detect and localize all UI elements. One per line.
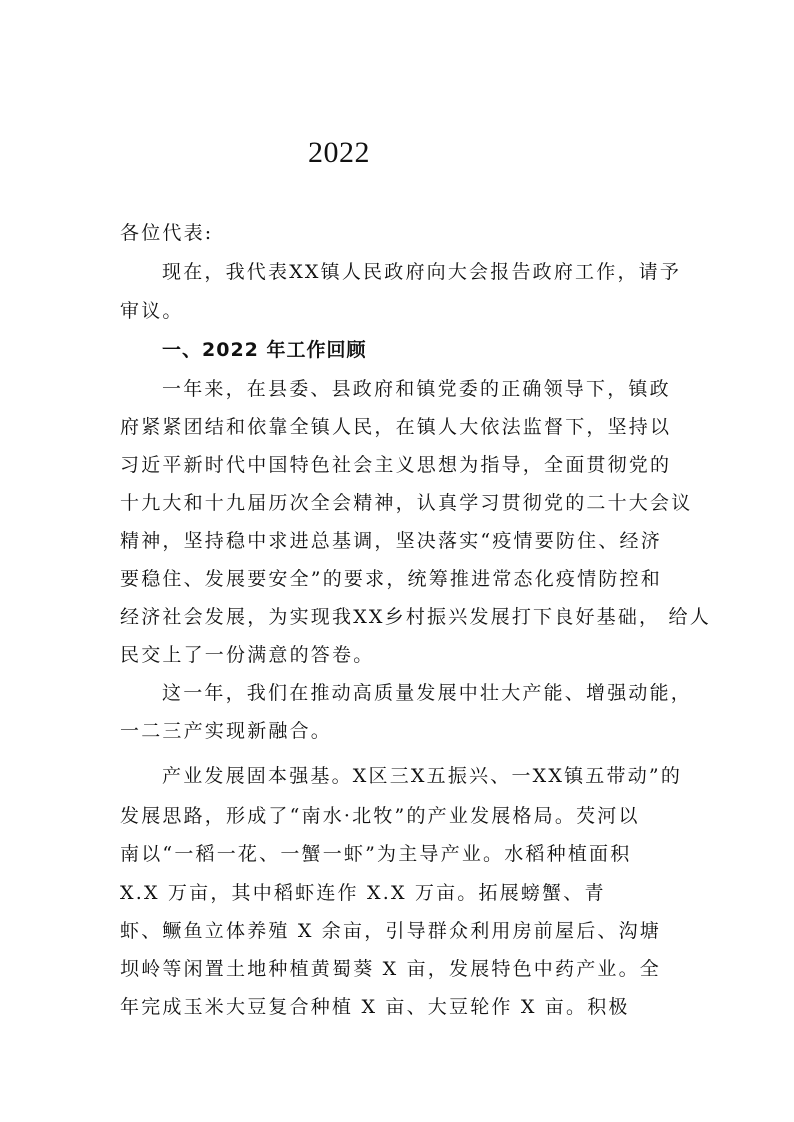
paragraph-line: 这一年，我们在推动高质量发展中壮大产能、增强动能， <box>162 682 693 704</box>
document-title: 2022 <box>308 136 370 169</box>
paragraph-line: 府紧紧团结和依靠全镇人民，在镇人大依法监督下，坚持以 <box>120 416 672 438</box>
paragraph-line: 虾、鳜鱼立体养殖 X 余亩，引导群众利用房前屋后、沟塘 <box>120 920 662 942</box>
section-heading: 一、2022 年工作回顾 <box>162 339 367 361</box>
paragraph-line: 经济社会发展，为实现我XX乡村振兴发展打下良好基础， 给人 <box>120 606 711 628</box>
paragraph-line: 一二三产实现新融合。 <box>120 720 333 742</box>
paragraph-line: 一年来，在县委、县政府和镇党委的正确领导下，镇政 <box>162 378 671 400</box>
salutation: 各位代表: <box>120 222 214 244</box>
intro-line: 现在，我代表XX镇人民政府向大会报告政府工作，请予 <box>162 261 682 283</box>
paragraph-line: 习近平新时代中国特色社会主义思想为指导，全面贯彻党的 <box>120 454 672 476</box>
paragraph-line: 坝岭等闲置土地种植黄蜀葵 X 亩，发展特色中药产业。全 <box>120 958 662 980</box>
paragraph-line: 精神，坚持稳中求进总基调，坚决落实“疫情要防住、经济 <box>120 530 662 552</box>
paragraph-line: X.X 万亩，其中稻虾连作 X.X 万亩。拓展螃蟹、青 <box>120 882 606 904</box>
paragraph-line: 年完成玉米大豆复合种植 X 亩、大豆轮作 X 亩。积极 <box>120 996 630 1018</box>
paragraph-line: 南以“一稻一花、一蟹一虾”为主导产业。水稻种植面积 <box>120 843 632 865</box>
paragraph-line: 发展思路，形成了“南水·北牧”的产业发展格局。芡河以 <box>120 805 640 827</box>
paragraph-line: 产业发展固本强基。X区三X五振兴、一XX镇五带动”的 <box>162 765 683 787</box>
paragraph-line: 要稳住、发展要安全”的要求，统筹推进常态化疫情防控和 <box>120 568 662 590</box>
paragraph-line: 十九大和十九届历次全会精神，认真学习贯彻党的二十大会议 <box>120 492 693 514</box>
intro-line: 审议。 <box>120 300 184 322</box>
paragraph-line: 民交上了一份满意的答卷。 <box>120 644 375 666</box>
